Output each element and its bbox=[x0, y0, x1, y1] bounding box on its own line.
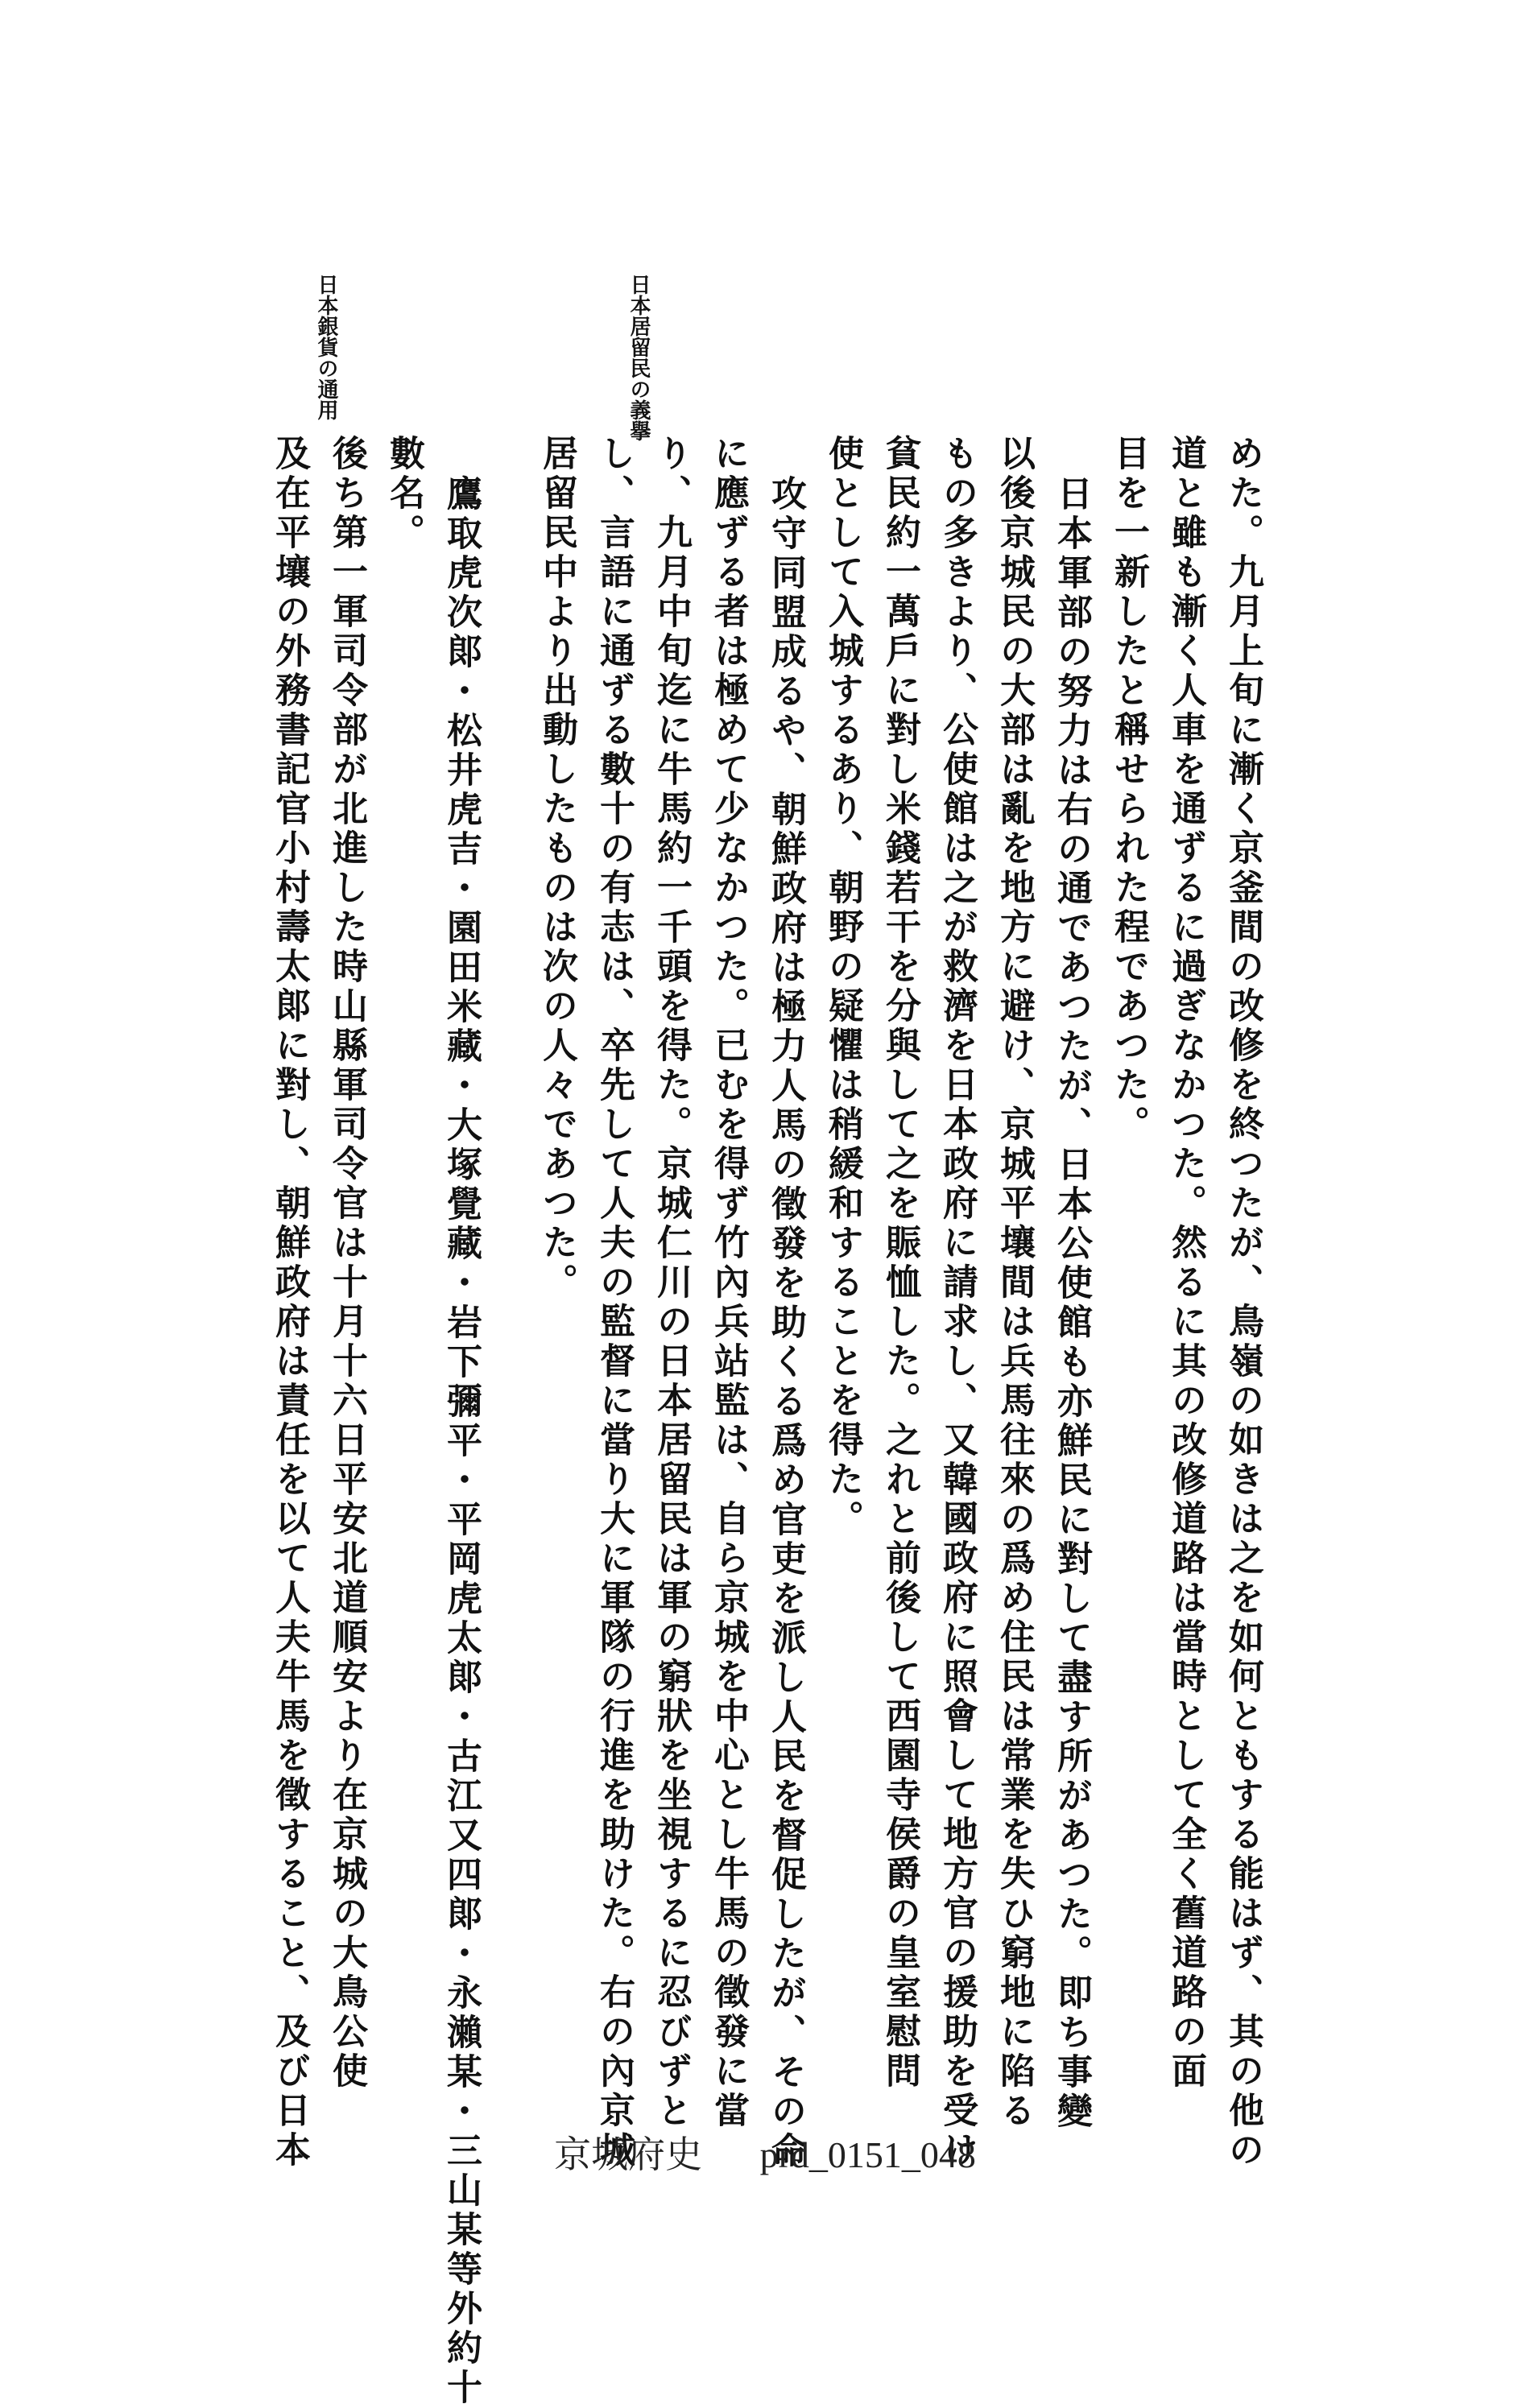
margin-note-residents: 日本居留民の義擧 bbox=[626, 274, 651, 441]
text-column-1: めた。九月上旬に漸く京釜間の改修を終つたが、鳥嶺の如きは之を如何ともする能はず、其の他の bbox=[1222, 435, 1263, 2171]
margin-note-silver-coin: 日本銀貨の通用 bbox=[314, 274, 338, 420]
text-column-4: 日本軍部の努力は右の通であつたが、日本公使館も亦鮮民に對して盡す所があつた。即ち事變 bbox=[1051, 475, 1092, 2132]
footer-title: 京城府史 bbox=[554, 2134, 703, 2175]
text-column-9: 攻守同盟成るや、朝鮮政府は極力人馬の徵發を助くる爲め官吏を派し人民を督促したが、その命 bbox=[765, 475, 806, 2171]
text-column-6: もの多きより、公使館は之が救濟を日本政府に請求し、又韓國政府に照會して地方官の援助を受け bbox=[937, 435, 978, 2171]
text-column-11: り、九月中旬迄に牛馬約一千頭を得た。京城仁川の日本居留民は軍の窮狀を坐視するに忍びずと bbox=[651, 435, 692, 2131]
footer-code: prd_0151_048 bbox=[759, 2134, 976, 2175]
text-column-16: 後ち第一軍司令部が北進した時山縣軍司令官は十月十六日平安北道順安より在京城の大鳥公使 bbox=[326, 435, 367, 2092]
text-column-7: 貧民約一萬戶に對し米錢若干を分與して之を賑恤した。之れと前後して西園寺侯爵の皇室慰問 bbox=[879, 435, 920, 2092]
page-footer bbox=[0, 2125, 1530, 2179]
text-column-3: 目を一新したと稱せられた程であつた。 bbox=[1108, 435, 1149, 1145]
text-column-5: 以後京城民の大部は亂を地方に避け、京城平壤間は兵馬往來の爲め住民は常業を失ひ窮地に陷る bbox=[994, 435, 1035, 2131]
text-column-8: 使として入城するあり、朝野の疑懼は稍緩和することを得た。 bbox=[822, 435, 863, 1539]
text-column-15: 數名。 bbox=[383, 435, 424, 553]
text-column-13: 居留民中より出動したものは次の人々であつた。 bbox=[536, 435, 577, 1303]
text-column-10: に應ずる者は極めて少なかつた。已むを得ず竹內兵站監は、自ら京城を中心とし牛馬の徵發に當 bbox=[708, 435, 749, 2131]
text-column-17: 及在平壤の外務書記官小村壽太郞に對し、朝鮮政府は責任を以て人夫牛馬を徵すること、及び日本 bbox=[269, 435, 310, 2171]
text-column-2: 道と雖も漸く人車を通ずるに過ぎなかつた。然るに其の改修道路は當時として全く舊道路の面 bbox=[1165, 435, 1206, 2092]
text-column-12: し、言語に通ずる數十の有志は、卒先して人夫の監督に當り大に軍隊の行進を助けた。右の內京城 bbox=[593, 435, 635, 2171]
text-column-14: 鷹取虎次郞・松井虎吉・園田米藏・大塚覺藏・岩下彌平・平岡虎太郞・古江又四郞・永瀨某・三山某等外約十 bbox=[440, 475, 482, 2408]
